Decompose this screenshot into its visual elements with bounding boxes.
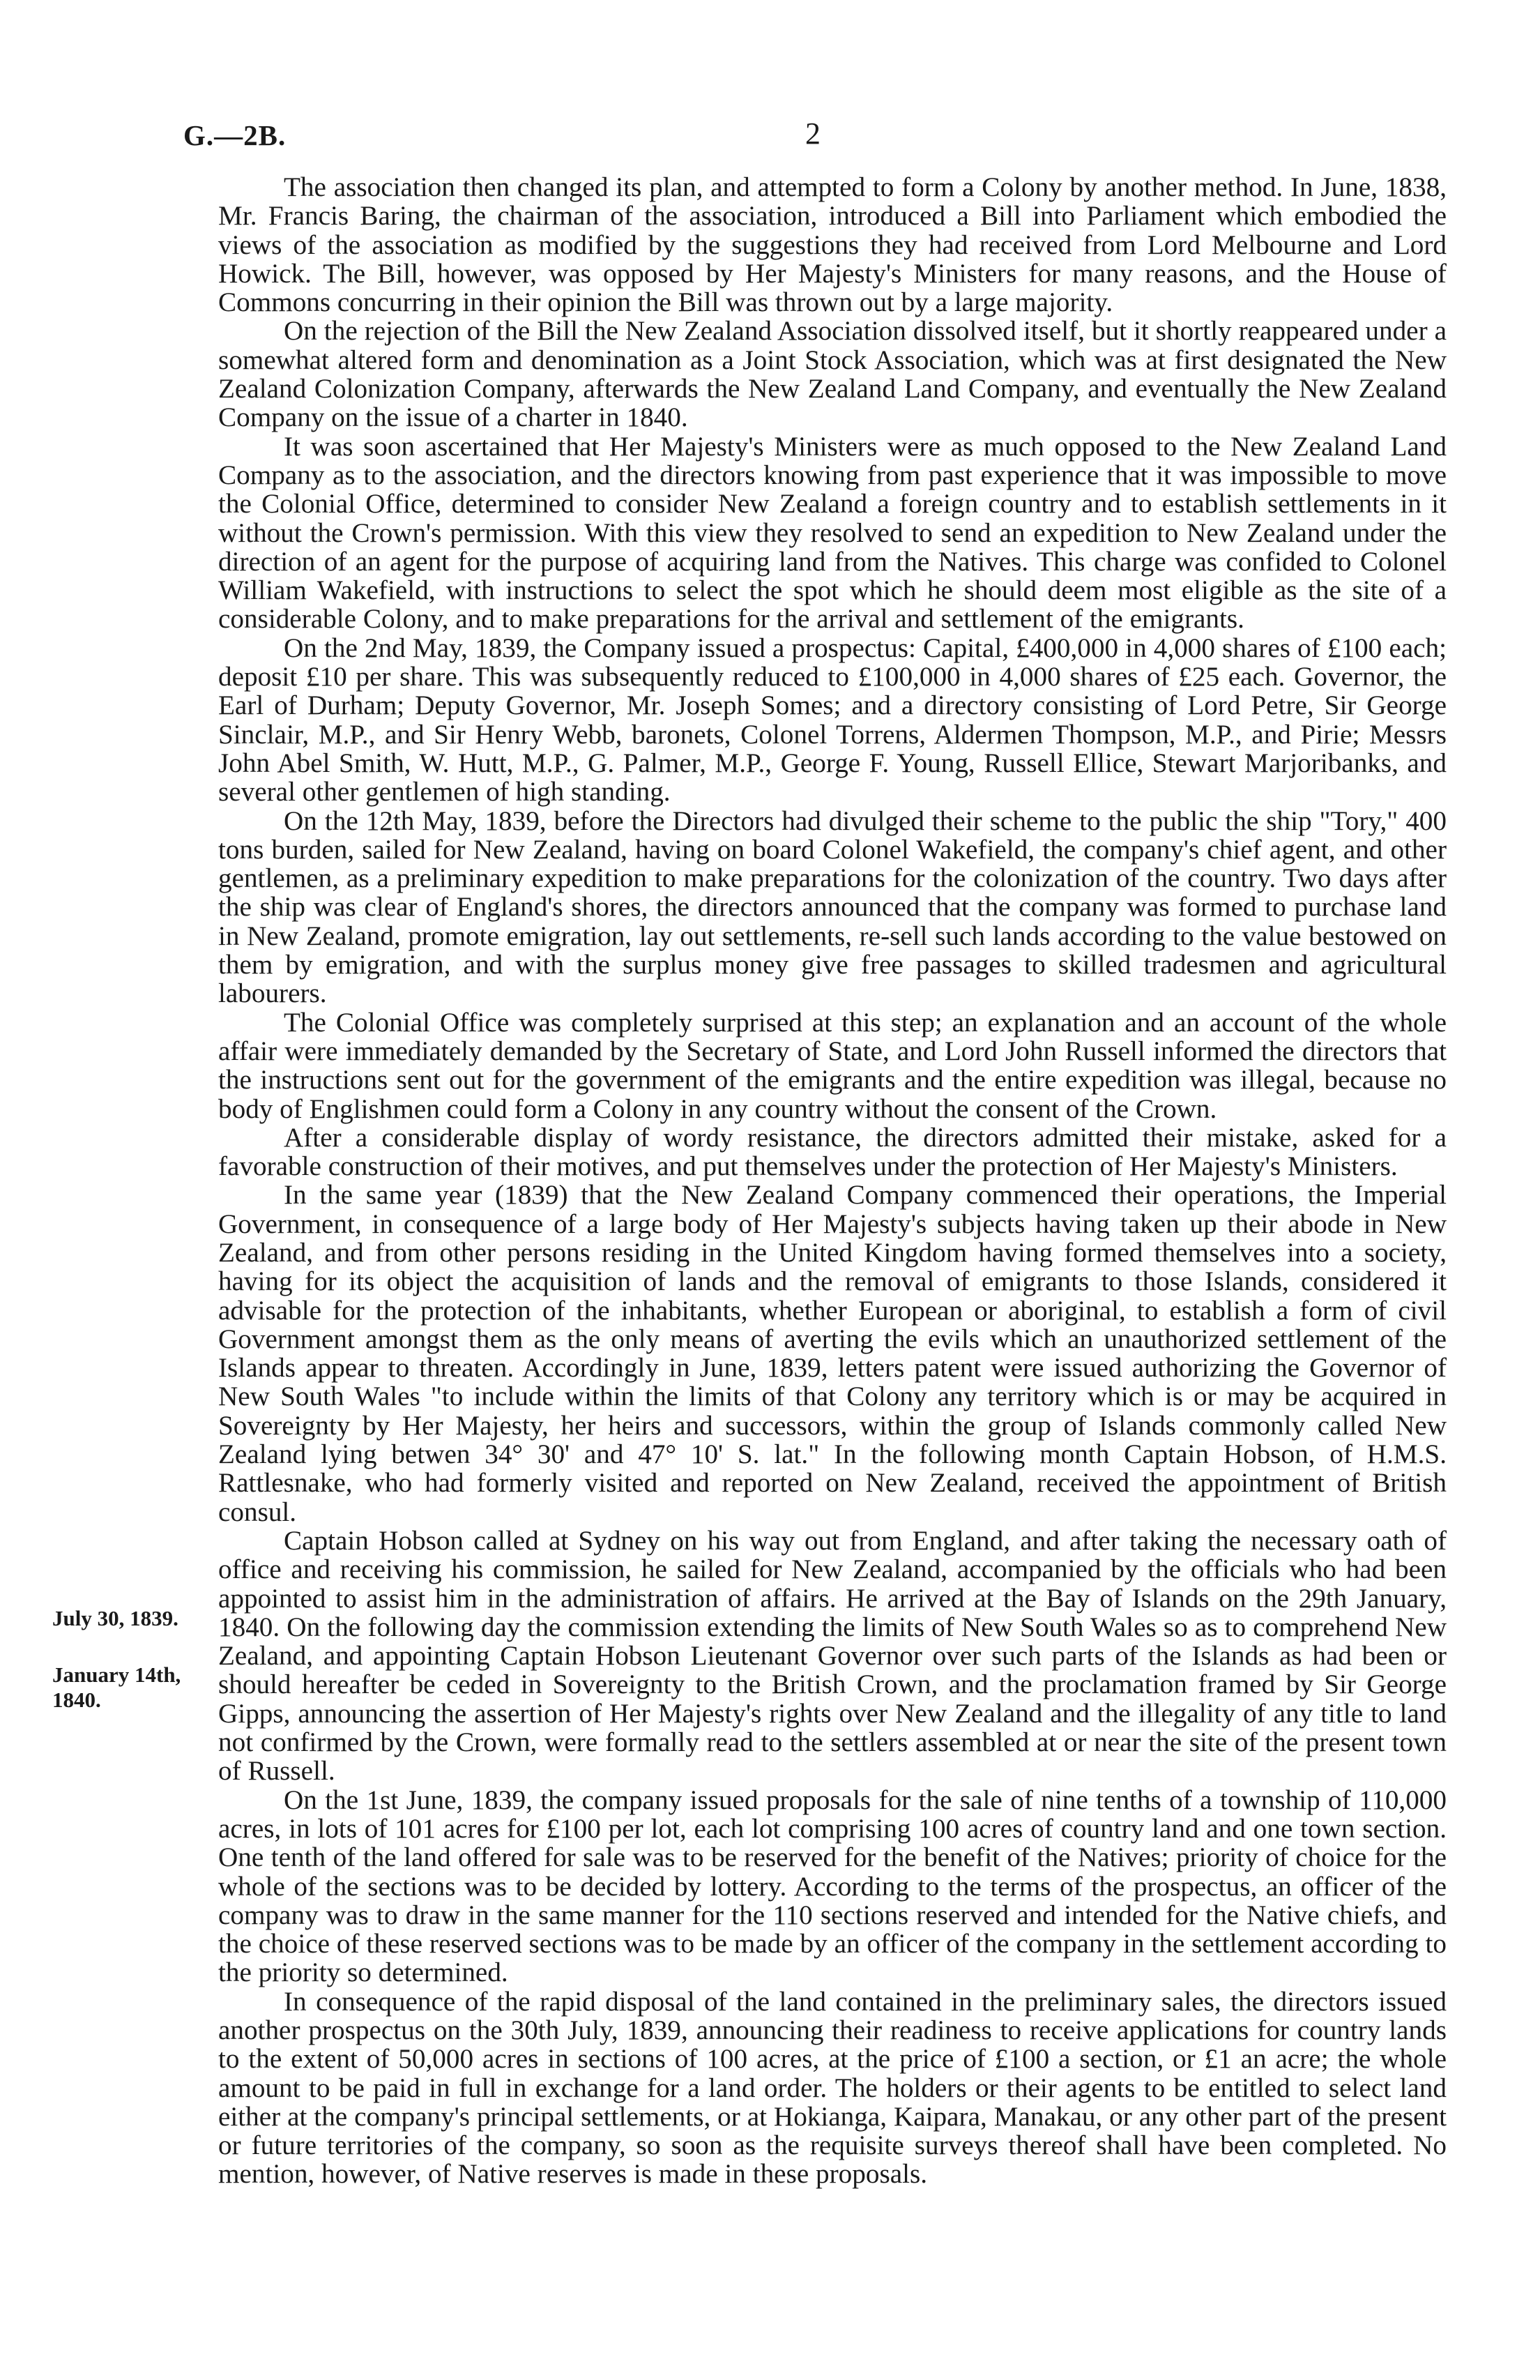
paragraph: On the 12th May, 1839, before the Directors had divulged their scheme to the public the ship "Tory," 400 tons burden, sailed for New Zealand, having on board Colonel Wakefield, the company's chief agent, and other gentlemen, as a preliminary expedition to make preparations for the colonization of the country. Two days after the ship was clear of England's shores, the directors announced that the company was formed to purchase land in New Zealand, promote emigration, lay out settlements, re-sell such lands according to the value bestowed on them by emigration, and with the surplus money give free passages to skilled tradesmen and agricultural labourers. — [218, 805, 1447, 1009]
paragraph: Captain Hobson called at Sydney on his way out from England, and after taking the necessary oath of office and receiving his commission, he sailed for New Zealand, accompanied by the officials who had been appointed to assist him in the administration of affairs. He arrived at the Bay of Islands on the 29th January, 1840. On the following day the commission extending the limits of New South Wales so as to comprehend New Zealand, and appointing Captain Hobson Lieutenant Governor over such parts of the Islands as had been or should hereafter be ceded in Sovereignty to the British Crown, and the proclamation framed by Sir George Gipps, announcing the assertion of Her Majesty's rights over New Zealand and the illegality of any title to land not confirmed by the Crown, were formally read to the settlers assembled at or near the site of the present town of Russell. — [218, 1525, 1447, 1787]
paragraph: On the 2nd May, 1839, the Company issued a prospectus: Capital, £400,000 in 4,000 shares of £100 each; deposit £10 per share. This was subsequently reduced to £100,000 in 4,000 shares of £25 each. Governor, the Earl of Durham; Deputy Governor, Mr. Joseph Somes; and a directory consisting of Lord Petre, Sir George Sinclair, M.P., and Sir Henry Webb, baronets, Colonel Torrens, Aldermen Thompson, M.P., and Pirie; Messrs John Abel Smith, W. Hutt, M.P., G. Palmer, M.P., George F. Young, Russell Ellice, Stewart Marjoribanks, and several other gentlemen of high standing. — [218, 632, 1447, 808]
margin-note-date-1: July 30, 1839. — [52, 1606, 178, 1630]
paragraph: The Colonial Office was completely surprised at this step; an explanation and an account of the whole affair were immediately demanded by the Secretary of State, and Lord John Russell informed the directors that the instructions sent out for the government of the emigrants and the entire expedition was illegal, because no body of Englishmen could form a Colony in any country without the consent of the Crown. — [218, 1007, 1447, 1124]
paragraph: On the 1st June, 1839, the company issued proposals for the sale of nine tenths of a township of 110,000 acres, in lots of 101 acres for £100 per lot, each lot comprising 100 acres of country land and one town section. One tenth of the land offered for sale was to be reserved for the benefit of the Natives; priority of choice for the whole of the sections was to be decided by lottery. According to the terms of the prospectus, an officer of the company was to draw in the same manner for the 110 sections reserved and intended for the Native chiefs, and the choice of these reserved sections was to be made by an officer of the company in the settlement according to the priority so determined. — [218, 1784, 1447, 1988]
paragraph: After a considerable display of wordy resistance, the directors admitted their mistake, asked for a favorable construction of their motives, and put themselves under the protection of Her Majesty's Ministers. — [218, 1122, 1447, 1182]
paragraph: On the rejection of the Bill the New Zealand Association dissolved itself, but it shortly reappeared under a somewhat altered form and denomination as a Joint Stock Association, which was at first designated the New Zealand Colonization Company, afterwards the New Zealand Land Company, and eventually the New Zealand Company on the issue of a charter in 1840. — [218, 316, 1447, 433]
paragraph: The association then changed its plan, and attempted to form a Colony by another method. In June, 1838, Mr. Francis Baring, the chairman of the association, introduced a Bill into Parliament which embodied the views of the association as modified by the suggestions they had received from Lord Melbourne and Lord Howick. The Bill, however, was opposed by Her Majesty's Ministers for many reasons, and the House of Commons concurring in their opinion the Bill was thrown out by a large majority. — [218, 172, 1447, 318]
margin-note-date-2: January 14th, 1840. — [52, 1662, 181, 1712]
page-code: G.—2B. — [183, 119, 287, 151]
page-number: 2 — [805, 116, 821, 151]
paragraph: It was soon ascertained that Her Majesty's Ministers were as much opposed to the New Zealand Land Company as to the association, and the directors knowing from past experience that it was impossible to move the Colonial Office, determined to consider New Zealand a foreign country and to establish settlements in it without the Crown's permission. With this view they resolved to send an expedition to New Zealand under the direction of an agent for the purpose of acquiring land from the Natives. This charge was confided to Colonel William Wakefield, with instructions to select the spot which he should deem most eligible as the site of a considerable Colony, and to make preparations for the arrival and settlement of the emigrants. — [218, 431, 1447, 635]
body-text — [218, 173, 1447, 2189]
paragraph: In consequence of the rapid disposal of the land contained in the preliminary sales, the directors issued another prospectus on the 30th July, 1839, announcing their readiness to receive applications for country lands to the extent of 50,000 acres in sections of 100 acres, at the price of £100 a section, or £1 an acre; the whole amount to be paid in full in exchange for a land order. The holders or their agents to be entitled to select land either at the company's principal settlements, or at Hokianga, Kaipara, Manakau, or any other part of the present or future territories of the company, so soon as the requisite surveys thereof shall have been completed. No mention, however, of Native reserves is made in these proposals. — [218, 1986, 1447, 2190]
paragraph: In the same year (1839) that the New Zealand Company commenced their operations, the Imperial Government, in consequence of a large body of Her Majesty's subjects having taken up their abode in New Zealand, and from other persons residing in the United Kingdom having formed themselves into a society, having for its object the acquisition of lands and the removal of emigrants to those Islands, considered it advisable for the protection of the inhabitants, whether European or aboriginal, to establish a form of civil Government amongst them as the only means of averting the evils which an unauthorized settlement of the Islands appear to threaten. Accordingly in June, 1839, letters patent were issued authorizing the Governor of New South Wales "to include within the limits of that Colony any territory which is or may be acquired in Sovereignty by Her Majesty, her heirs and successors, within the group of Islands commonly called New Zealand lying betwen 34° 30' and 47° 10' S. lat." In the following month Captain Hobson, of H.M.S. Rattlesnake, who had formerly visited and reported on New Zealand, received the appointment of British consul. — [218, 1180, 1447, 1527]
